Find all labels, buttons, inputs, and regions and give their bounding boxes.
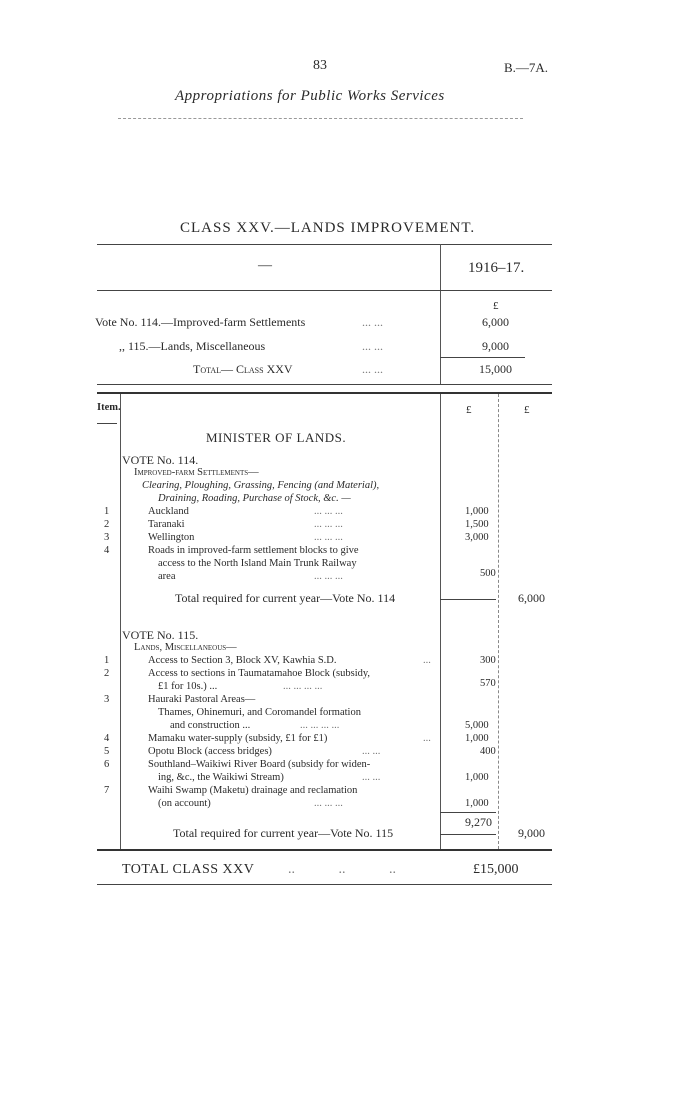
item-number: 3 xyxy=(104,532,110,543)
amount-unit: £ xyxy=(466,404,472,416)
item-text: area xyxy=(158,571,176,582)
vote-114-subhead: Improved-farm Settlements— xyxy=(134,467,259,478)
class-title: CLASS XXV.—LANDS IMPROVEMENT. xyxy=(180,220,476,236)
item-amount: 1,000 xyxy=(465,798,489,809)
summary-row-value: 6,000 xyxy=(482,315,509,329)
item-number: 7 xyxy=(104,785,110,796)
summary-year-header: 1916–17. xyxy=(468,260,525,276)
total-unit: £ xyxy=(524,404,530,416)
vote-115-total-rule xyxy=(440,834,496,835)
item-leader: ... ... ... xyxy=(314,571,343,582)
item-text: Opotu Block (access bridges) xyxy=(148,746,272,757)
item-text: Wellington xyxy=(148,532,195,543)
item-leader: ... ... ... xyxy=(314,532,343,543)
summary-total-label: Total— Class XXV xyxy=(193,362,293,376)
item-text: Hauraki Pastoral Areas— xyxy=(148,694,256,705)
item-leader: ... ... ... xyxy=(314,519,343,530)
item-number: 2 xyxy=(104,668,110,679)
summary-header-rule xyxy=(97,290,552,291)
item-amount: 300 xyxy=(480,655,496,666)
vote-114-title: VOTE No. 114. xyxy=(122,453,199,467)
grand-total-leader: .. .. .. xyxy=(288,862,396,877)
grand-total-bottom-rule xyxy=(97,884,552,885)
item-text: Access to Section 3, Block XV, Kawhia S.D. xyxy=(148,655,337,666)
summary-row-value: 9,000 xyxy=(482,339,509,353)
page-number: 83 xyxy=(313,58,327,73)
vote-115-subhead: Lands, Miscellaneous— xyxy=(134,642,237,653)
summary-unit: £ xyxy=(493,300,499,312)
item-amount: 1,000 xyxy=(465,506,489,517)
item-leader: ... ... xyxy=(362,772,381,783)
summary-total-value: 15,000 xyxy=(479,362,512,376)
vote-114-total: 6,000 xyxy=(518,591,545,605)
summary-top-rule xyxy=(97,244,552,245)
item-number: 4 xyxy=(104,733,110,744)
vote-115-subtotal: 9,270 xyxy=(465,815,492,829)
item-header: Item. xyxy=(97,402,121,413)
vote-115-total-label: Total required for current year—Vote No. 115 xyxy=(173,826,394,840)
amount-column-divider xyxy=(440,394,441,849)
vote-114-description: Clearing, Ploughing, Grassing, Fencing (and Material), xyxy=(142,480,380,491)
item-text: Roads in improved-farm settlement blocks to give xyxy=(148,545,359,556)
item-text: and construction ... xyxy=(170,720,251,731)
item-number: 3 xyxy=(104,694,110,705)
summary-row-label: Vote No. 114.—Improved-farm Settlements xyxy=(95,315,306,329)
item-amount: 5,000 xyxy=(465,720,489,731)
document-reference: B.—7A. xyxy=(504,60,549,75)
total-column-divider xyxy=(498,394,499,849)
item-number: 5 xyxy=(104,746,110,757)
item-leader: ... xyxy=(423,733,431,744)
vote-114-description: Draining, Roading, Purchase of Stock, &c. — xyxy=(158,493,351,504)
item-amount: 3,000 xyxy=(465,532,489,543)
item-amount: 400 xyxy=(480,746,496,757)
item-amount: 500 xyxy=(480,568,496,579)
grand-total-top-rule xyxy=(97,849,552,851)
summary-row-label: ,, 115.—Lands, Miscellaneous xyxy=(119,339,266,353)
item-amount: 1,500 xyxy=(465,519,489,530)
item-number: 2 xyxy=(104,519,110,530)
item-text: Taranaki xyxy=(148,519,185,530)
vote-115-title: VOTE No. 115. xyxy=(122,628,199,642)
header-rule xyxy=(118,118,523,119)
running-title: Appropriations for Public Works Services xyxy=(175,88,445,104)
summary-column-divider xyxy=(440,244,441,384)
item-leader: ... ... ... xyxy=(314,506,343,517)
item-number: 1 xyxy=(104,506,110,517)
summary-total-leader: ... ... xyxy=(362,362,383,376)
summary-row-leader: ... ... xyxy=(362,315,383,329)
item-text: access to the North Island Main Trunk Railway xyxy=(158,558,357,569)
item-number: 1 xyxy=(104,655,110,666)
item-column-divider xyxy=(120,394,121,849)
item-number: 6 xyxy=(104,759,110,770)
minister-heading: MINISTER OF LANDS. xyxy=(206,430,347,445)
vote-114-total-label: Total required for current year—Vote No. 114 xyxy=(175,591,396,605)
vote-115-total: 9,000 xyxy=(518,826,545,840)
item-amount: 1,000 xyxy=(465,772,489,783)
item-amount: 1,000 xyxy=(465,733,489,744)
item-number: 4 xyxy=(104,545,110,556)
item-header-rule xyxy=(97,423,117,424)
item-text: ing, &c., the Waikiwi Stream) xyxy=(158,772,284,783)
vote-114-total-rule xyxy=(440,599,496,600)
item-amount: 570 xyxy=(480,678,496,689)
item-text: Southland–Waikiwi River Board (subsidy for widen- xyxy=(148,759,371,770)
item-leader: ... ... ... xyxy=(314,798,343,809)
item-text: Auckland xyxy=(148,506,189,517)
item-leader: ... ... ... ... xyxy=(283,681,323,692)
summary-total-rule xyxy=(440,357,525,358)
item-text: Mamaku water-supply (subsidy, £1 for £1) xyxy=(148,733,328,744)
item-leader: ... ... ... ... xyxy=(300,720,340,731)
detail-top-rule xyxy=(97,392,552,394)
grand-total-label: TOTAL CLASS XXV xyxy=(122,862,255,877)
summary-row-leader: ... ... xyxy=(362,339,383,353)
item-text: Access to sections in Taumatamahoe Block (subsidy, xyxy=(148,668,371,679)
item-leader: ... xyxy=(423,655,431,666)
vote-115-subtotal-rule xyxy=(440,812,496,813)
item-text: Waihi Swamp (Maketu) drainage and reclamation xyxy=(148,785,358,796)
item-text: £1 for 10s.) ... xyxy=(158,681,218,692)
item-leader: ... ... xyxy=(362,746,381,757)
summary-bottom-rule xyxy=(97,384,552,385)
item-text: Thames, Ohinemuri, and Coromandel formation xyxy=(158,707,361,718)
summary-left-header: — xyxy=(258,258,272,273)
grand-total-value: £15,000 xyxy=(473,862,519,877)
item-text: (on account) xyxy=(158,798,211,809)
